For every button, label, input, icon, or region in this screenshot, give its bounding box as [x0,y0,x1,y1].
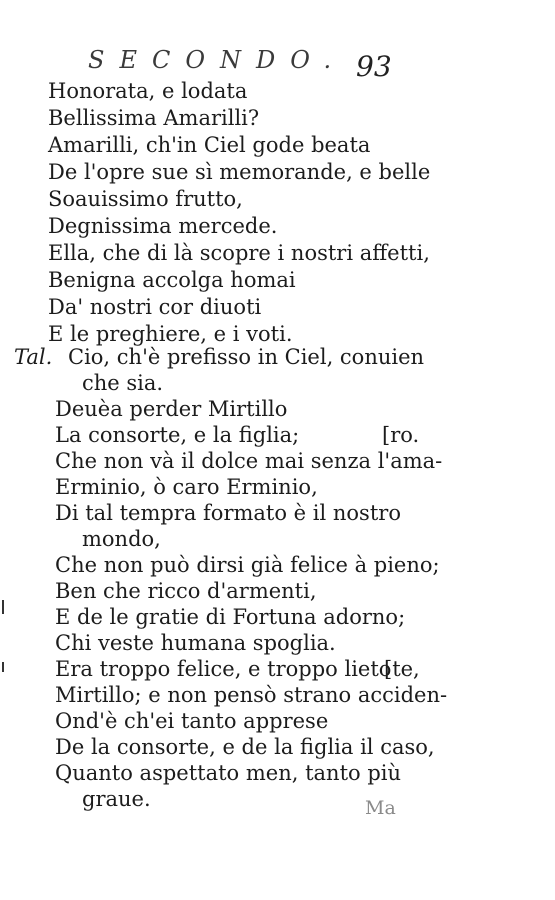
verse-line: che sia. [82,371,164,395]
verse-line: Che non può dirsi già felice à pieno; [55,553,440,577]
margin-mark [2,600,4,614]
verse-line: Benigna accolga homai [48,268,296,292]
running-head: SECONDO. [88,46,347,74]
speaker-label: Tal. [14,345,53,369]
verse-line: Erminio, ò caro Erminio, [55,475,318,499]
margin-mark [2,662,4,672]
verse-line: La consorte, e la figlia; [55,423,300,447]
verse-line: Degnissima mercede. [48,214,278,238]
verse-line: [te, [384,657,420,681]
verse-line: De l'opre sue sì memorande, e belle [48,160,431,184]
verse-line: Honorata, e lodata [48,79,248,103]
verse-line: Ben che ricco d'armenti, [55,579,317,603]
verse-line: mondo, [82,527,161,551]
verse-line: Ella, che di là scopre i nostri affetti, [48,241,430,265]
verse-line: Che non và il dolce mai senza l'ama- [55,449,443,473]
verse-line: Di tal tempra formato è il nostro [55,501,401,525]
verse-line: De la consorte, e de la figlia il caso, [55,735,435,759]
verse-line: E de le gratie di Fortuna adorno; [55,605,406,629]
verse-line: Mirtillo; e non pensò strano acciden- [55,683,448,707]
verse-line: Soauissimo frutto, [48,187,243,211]
verse-line: graue. [82,787,151,811]
verse-line: Cio, ch'è prefisso in Ciel, conuien [68,345,425,369]
catchword: Ma [365,797,396,819]
verse-line: Ond'è ch'ei tanto apprese [55,709,329,733]
verse-line: Era troppo felice, e troppo lieto [55,657,392,681]
verse-line: Chi veste humana spoglia. [55,631,336,655]
verse-line: E le preghiere, e i voti. [48,322,293,346]
verse-line: [ro. [382,423,420,447]
verse-line: Quanto aspettato men, tanto più [55,761,402,785]
page-number: 93 [356,50,392,83]
verse-line: Da' nostri cor diuoti [48,295,262,319]
verse-line: Amarilli, ch'in Ciel gode beata [48,133,371,157]
verse-line: Deuèa perder Mirtillo [55,397,288,421]
verse-line: Bellissima Amarilli? [48,106,260,130]
